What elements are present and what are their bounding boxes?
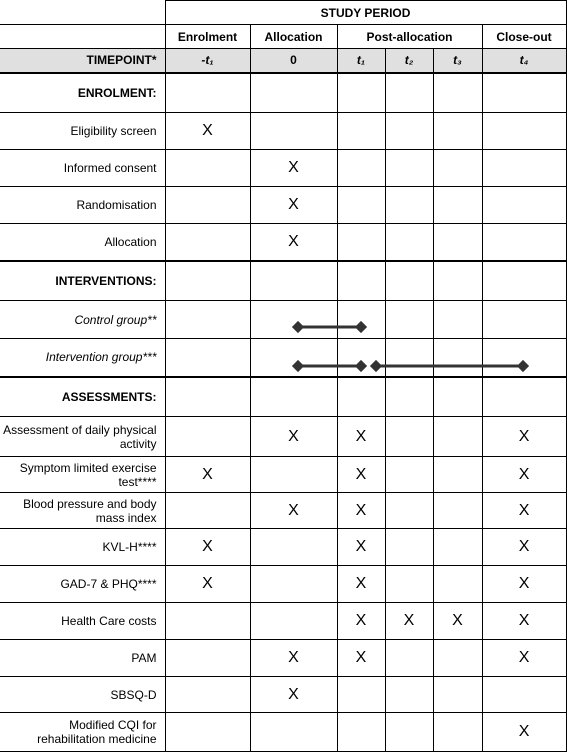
assessment-rows [0,417,566,752]
schedule-mark [482,224,566,261]
phase-allocation: Allocation [250,25,337,49]
schedule-mark [385,677,433,713]
schedule-mark [433,713,482,752]
row-label: Blood pressure and body mass index [0,493,165,529]
row-label: Modified CQI for rehabilitation medicine [0,713,165,752]
table-row [0,224,566,261]
schedule-mark: X [337,529,385,566]
schedule-mark [337,113,385,150]
row-label: SBSQ-D [0,677,165,713]
schedule-mark: X [250,677,337,713]
timepoint-label: TIMEPOINT* [0,49,165,73]
table-row [0,603,566,640]
schedule-mark [165,493,250,529]
schedule-mark [250,713,337,752]
schedule-mark: X [250,150,337,187]
schedule-mark [385,417,433,457]
schedule-mark [433,493,482,529]
schedule-mark: X [337,493,385,529]
schedule-mark: X [433,603,482,640]
table-row [0,187,566,224]
schedule-mark [433,677,482,713]
schedule-mark [385,150,433,187]
schedule-mark: X [482,566,566,603]
schedule-mark: X [250,224,337,261]
schedule-mark [250,457,337,493]
timepoint-value: 0 [250,49,337,73]
schedule-mark [250,529,337,566]
row-label-intervention-group: Intervention group*** [0,339,165,377]
schedule-mark: X [482,603,566,640]
schedule-mark [165,224,250,261]
schedule-mark [165,640,250,677]
schedule-mark [385,457,433,493]
schedule-mark: X [337,566,385,603]
corner-cell [0,1,165,25]
table-row [0,113,566,150]
section-title-enrolment: ENROLMENT: [0,73,165,113]
study-period-header: STUDY PERIOD [165,1,566,25]
schedule-mark: X [337,640,385,677]
schedule-mark [165,417,250,457]
table-row [0,566,566,603]
schedule-mark [433,566,482,603]
phase-enrolment: Enrolment [165,25,250,49]
enrolment-rows [0,113,566,261]
schedule-mark [482,113,566,150]
schedule-mark: X [165,113,250,150]
schedule-mark: X [337,603,385,640]
row-label: KVL-H**** [0,529,165,566]
schedule-mark: X [482,457,566,493]
schedule-mark: X [165,566,250,603]
schedule-mark [165,677,250,713]
corner-cell [0,25,165,49]
schedule-mark [433,457,482,493]
schedule-mark [433,417,482,457]
phase-close-out: Close-out [482,25,566,49]
schedule-mark: X [482,493,566,529]
schedule-mark [250,603,337,640]
schedule-mark [482,187,566,224]
schedule-mark: X [250,417,337,457]
timepoint-value: t₂ [385,49,433,73]
schedule-mark [385,529,433,566]
schedule-mark [385,113,433,150]
schedule-mark: X [337,417,385,457]
row-label: Informed consent [0,150,165,187]
schedule-mark [165,713,250,752]
row-label: Health Care costs [0,603,165,640]
schedule-mark [385,640,433,677]
table-row [0,640,566,677]
table-row [0,713,566,752]
row-label: Randomisation [0,187,165,224]
schedule-mark [385,713,433,752]
schedule-mark: X [165,457,250,493]
schedule-mark [165,603,250,640]
row-label: Assessment of daily physical activity [0,417,165,457]
schedule-mark [337,224,385,261]
schedule-mark [385,187,433,224]
schedule-mark [385,224,433,261]
section-title-interventions: INTERVENTIONS: [0,261,165,301]
schedule-mark [165,187,250,224]
row-label-control-group: Control group** [0,301,165,339]
timepoint-value: t₁ [337,49,385,73]
row-label: GAD-7 & PHQ**** [0,566,165,603]
schedule-mark [385,493,433,529]
schedule-mark [482,150,566,187]
section-title-assessments: ASSESSMENTS: [0,377,165,417]
timepoint-value: -t₁ [165,49,250,73]
table-row [0,677,566,713]
phase-post-allocation: Post-allocation [337,25,482,49]
schedule-mark: X [337,457,385,493]
timepoint-value: t₃ [433,49,482,73]
table-row [0,529,566,566]
schedule-mark: X [482,713,566,752]
table-row [0,493,566,529]
schedule-mark [433,529,482,566]
schedule-mark [433,113,482,150]
schedule-mark [337,713,385,752]
table-row [0,457,566,493]
schedule-mark [482,677,566,713]
table-row [0,150,566,187]
row-label: Eligibility screen [0,113,165,150]
timepoint-value: t₄ [482,49,566,73]
schedule-mark [433,187,482,224]
schedule-mark [337,187,385,224]
schedule-mark: X [482,640,566,677]
schedule-mark [337,677,385,713]
schedule-mark [433,150,482,187]
schedule-mark: X [385,603,433,640]
row-label: PAM [0,640,165,677]
schedule-mark: X [482,529,566,566]
schedule-mark: X [250,640,337,677]
schedule-mark [250,566,337,603]
schedule-mark [250,113,337,150]
schedule-mark: X [250,187,337,224]
schedule-mark [337,150,385,187]
schedule-mark: X [482,417,566,457]
row-label: Allocation [0,224,165,261]
schedule-mark: X [250,493,337,529]
row-label: Symptom limited exercise test**** [0,457,165,493]
schedule-mark [433,640,482,677]
schedule-mark [165,150,250,187]
table-row [0,417,566,457]
schedule-mark [385,566,433,603]
schedule-mark [433,224,482,261]
schedule-mark: X [165,529,250,566]
